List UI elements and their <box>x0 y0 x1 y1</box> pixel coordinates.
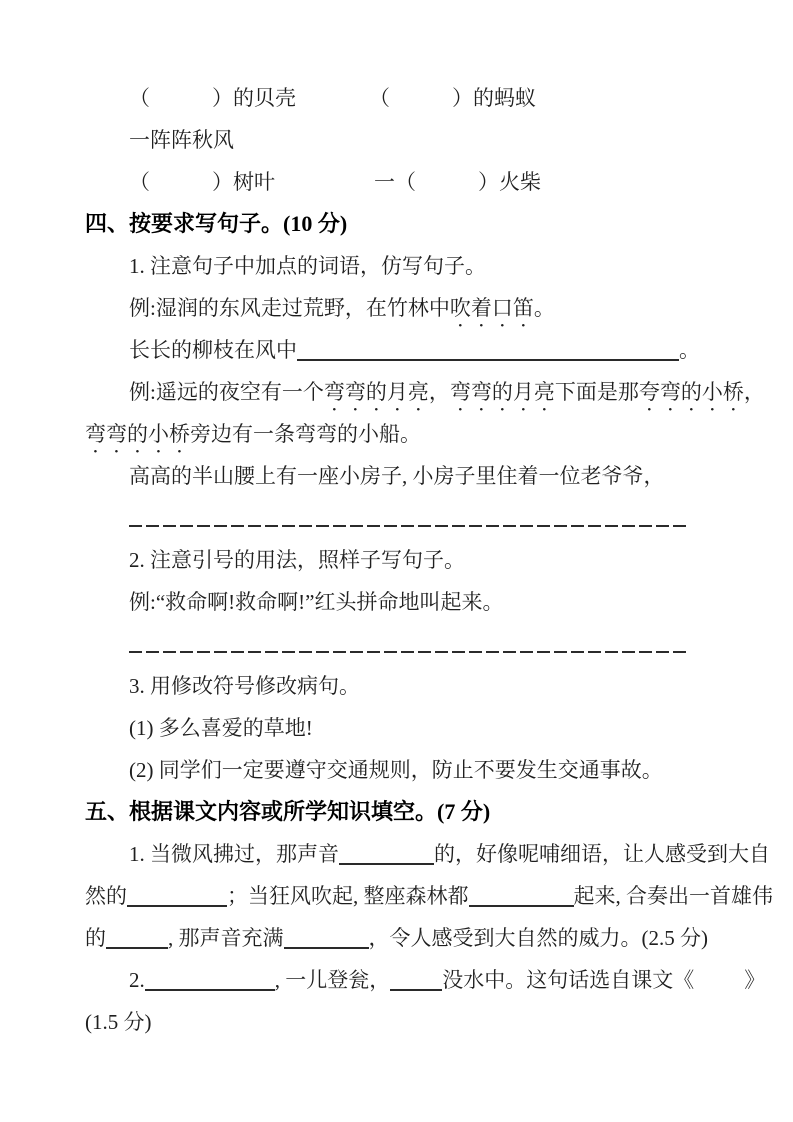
phrase-autumn-wind <box>85 119 725 161</box>
question-number: 2. <box>129 968 145 992</box>
question-text: 没水中。这句话选自课文《 <box>442 968 695 992</box>
sentence-starter: 长长的柳枝在风中 <box>129 338 297 362</box>
paren-open: （ <box>129 170 150 194</box>
paren-blank <box>390 104 452 105</box>
period: 。 <box>533 296 555 320</box>
q2-example-sentence <box>85 581 725 623</box>
answer-blank <box>127 891 227 907</box>
q1-example-sentence <box>85 287 725 329</box>
question-text: 然的 <box>85 884 127 908</box>
phrase-match: ）火柴 <box>478 170 541 194</box>
answer-blank <box>339 849 434 865</box>
paren-open: （ <box>369 86 390 110</box>
s5-q1-line1 <box>85 833 770 875</box>
answer-blank <box>297 345 679 361</box>
s5-q2-line <box>85 959 766 1001</box>
question-text: 的 <box>85 926 106 950</box>
q3-item-1 <box>85 707 725 749</box>
question-text: , 那声音充满 <box>168 926 284 950</box>
answer-blank <box>390 975 442 991</box>
example-text: 例:“救命啊!救命啊!”红头拼命地叫起来。 <box>129 590 504 614</box>
comma: ， <box>428 380 450 404</box>
s5-q1-line3 <box>85 917 725 959</box>
q2-instruction-text: 2. 注意引号的用法，照样子写句子。 <box>129 548 465 572</box>
q2-instruction <box>85 539 725 581</box>
question-text: 1. 当微风拂过，那声音 <box>129 842 339 866</box>
question-text: ；当狂风吹起, 整座森林都 <box>227 884 469 908</box>
section5-heading <box>85 791 725 833</box>
column-gap <box>275 188 374 189</box>
phrase-shell: ）的贝壳 <box>212 86 296 110</box>
answer-blank <box>284 933 369 949</box>
q1-example2-line1 <box>85 371 765 413</box>
section4-heading <box>85 203 725 245</box>
phrase-fill-line-1 <box>85 77 725 119</box>
emphasized-words: 弯弯的月亮 <box>323 380 429 404</box>
answer-blank <box>145 975 275 991</box>
example-text: 下面是那 <box>554 380 639 404</box>
paren-open: （ <box>129 86 150 110</box>
q1-instruction-text: 1. 注意句子中加点的词语，仿写句子。 <box>129 254 486 278</box>
example-text: 例:湿润的东风走过荒野，在竹林中 <box>129 296 450 320</box>
s5-q2-score <box>85 1001 725 1043</box>
sentence-text: 高高的半山腰上有一座小房子, 小房子里住着一位老爷爷， <box>129 464 665 488</box>
example-text: 旁边有一条弯弯的小船。 <box>190 422 421 446</box>
answer-dash-line-2 <box>85 623 725 665</box>
phrase-text: 一阵阵秋风 <box>129 128 234 152</box>
q3-instruction-text: 3. 用修改符号修改病句。 <box>129 674 360 698</box>
section5-heading-text: 五、根据课文内容或所学知识填空。(7 分) <box>85 799 491 824</box>
emphasized-words: 吹着口笛 <box>449 296 534 320</box>
question-text: 起来, 合奏出一首雄伟 <box>573 884 773 908</box>
section4-heading-text: 四、按要求写句子。(10 分) <box>85 211 348 236</box>
answer-blank <box>469 891 574 907</box>
column-gap <box>296 104 369 105</box>
dashed-answer-rule <box>129 651 689 653</box>
paren-open-measure: 一（ <box>374 170 416 194</box>
phrase-leaves: ）树叶 <box>212 170 275 194</box>
comma: ， <box>743 380 765 404</box>
q3-instruction <box>85 665 725 707</box>
question-text: 的，好像呢哺细语，让人感受到大自 <box>434 842 770 866</box>
example-text: 例:遥远的夜空有一个 <box>129 380 324 404</box>
paren-blank <box>150 188 212 189</box>
answer-dash-line-1 <box>85 497 725 539</box>
phrase-ant: ）的蚂蚁 <box>452 86 536 110</box>
paren-blank <box>150 104 212 105</box>
q1-example2-line2 <box>85 413 725 455</box>
emphasized-words: 夸弯的小桥 <box>638 380 744 404</box>
closing-bracket: 》 <box>744 968 766 992</box>
period: 。 <box>679 338 700 362</box>
answer-blank <box>106 933 168 949</box>
score-text: (1.5 分) <box>85 1010 152 1034</box>
q3-item-2-text: (2) 同学们一定要遵守交通规则，防止不要发生交通事故。 <box>129 758 663 782</box>
q3-item-2 <box>85 749 725 791</box>
q1-instruction <box>85 245 725 287</box>
q3-item-1-text: (1) 多么喜爱的草地! <box>129 716 313 740</box>
q1-answer-line <box>85 329 725 371</box>
question-text: , 一儿登瓮， <box>274 968 391 992</box>
title-blank <box>694 986 744 987</box>
q1-sentence-starter-2 <box>85 455 725 497</box>
phrase-fill-line-2 <box>85 161 725 203</box>
paren-blank <box>416 188 478 189</box>
emphasized-words: 弯弯的月亮 <box>449 380 555 404</box>
s5-q1-line2 <box>85 875 773 917</box>
dashed-answer-rule <box>129 525 689 527</box>
question-text: ，令人感受到大自然的威力。(2.5 分) <box>368 926 708 950</box>
emphasized-words: 弯弯的小桥 <box>85 422 190 446</box>
